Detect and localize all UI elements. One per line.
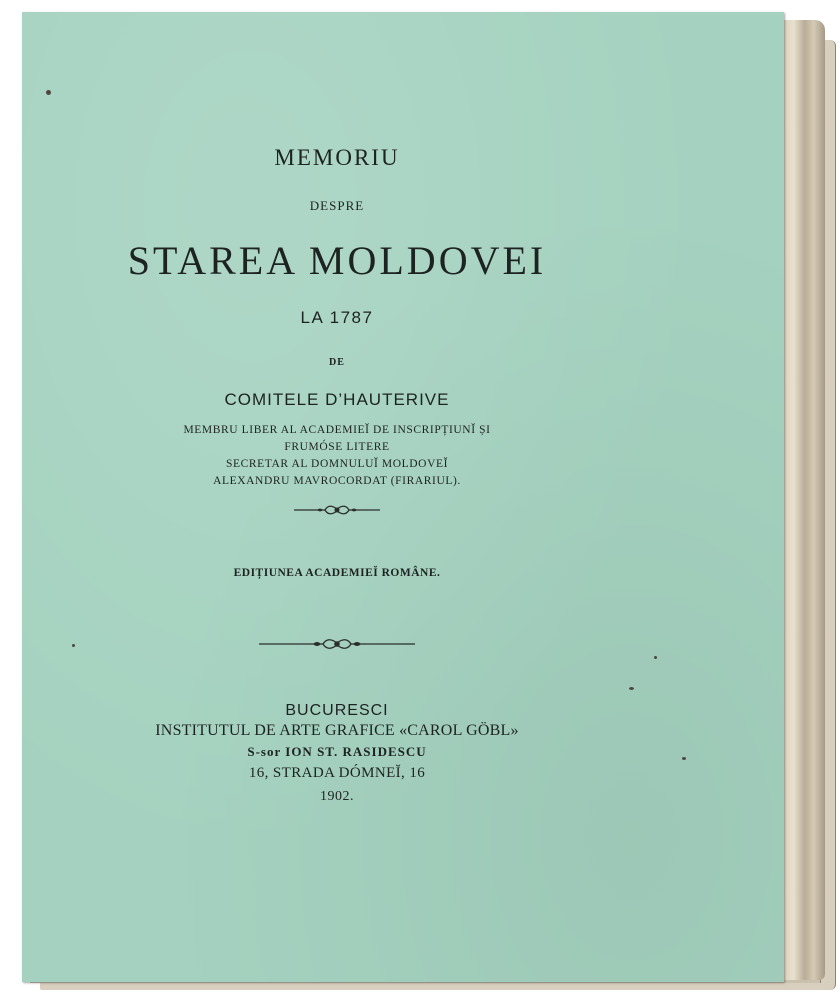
imprint-city: BUCURESCI <box>285 702 389 719</box>
imprint-owner: S-sor ION ST. RASIDESCU <box>247 744 427 759</box>
ornament-divider <box>22 634 652 659</box>
author-title-line: MEMBRU LIBER AL ACADEMIEĬ DE INSCRIPȚIUNĬ ȘI <box>183 424 491 436</box>
imprint-address: 16, STRADA DÓMNEĬ, 16 <box>248 765 426 781</box>
title-line-memoriu: MEMORIU <box>274 145 400 170</box>
author-title-line: ALEXANDRU MAVROCORDAT (FIRARIUL). <box>213 475 461 487</box>
paper-speck <box>682 757 686 760</box>
edition-label: EDIȚIUNEA ACADEMIEĬ ROMÂNE. <box>233 567 441 579</box>
torn-page-edges <box>780 20 825 980</box>
imprint-press: INSTITUTUL DE ARTE GRAFICE «CAROL GÖBL» <box>155 722 519 739</box>
paper-speck <box>72 644 75 647</box>
author-title-line: SECRETAR AL DOMNULUĬ MOLDOVEĬ <box>225 458 449 470</box>
imprint-year: 1902. <box>320 789 354 804</box>
book-cover <box>22 12 784 982</box>
title-line-despre: DESPRE <box>309 198 365 213</box>
paper-speck <box>629 687 634 690</box>
paper-speck <box>654 656 657 659</box>
author-name: COMITELE D’HAUTERIVE <box>224 390 450 409</box>
main-title: STAREA MOLDOVEI <box>127 238 547 283</box>
ornament-divider <box>22 500 652 525</box>
author-title-line: FRUMÓSE LITERE <box>284 441 390 453</box>
title-year: LA 1787 <box>300 308 374 327</box>
by-label: DE <box>329 357 345 368</box>
paper-speck <box>46 90 51 95</box>
